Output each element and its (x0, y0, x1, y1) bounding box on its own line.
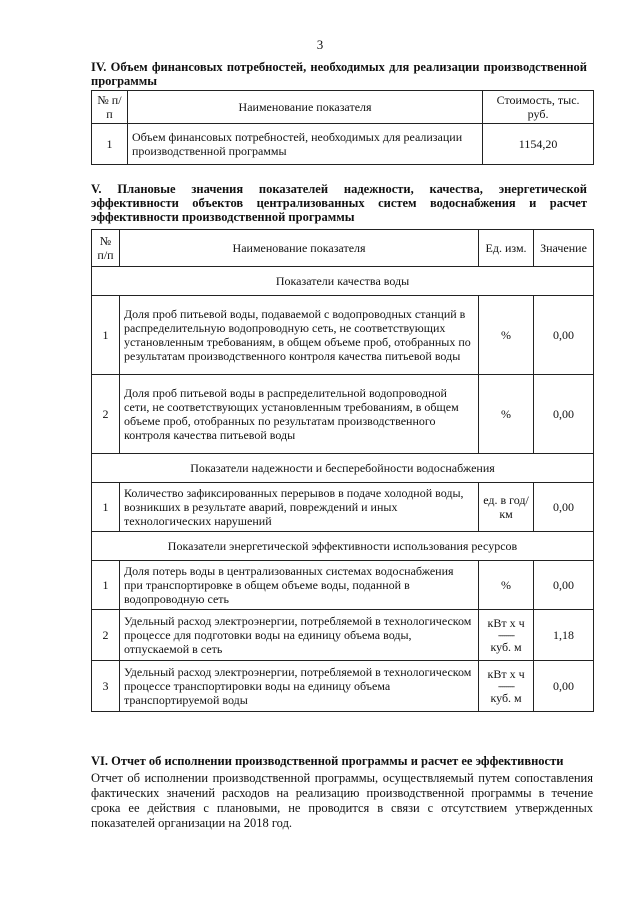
row-unit: % (479, 561, 534, 610)
section-6-text: Отчет об исполнении производственной программы, осуществляемый путем сопоставления фактических значений расходов на реализацию производственной программы в течение срока ее действия с плановыми, не проводится в связи с отсутствием утвержденных показателей организации на 2018 год. (91, 771, 593, 830)
header-unit: Ед. изм. (479, 230, 534, 267)
unit-denominator: куб. м (490, 640, 522, 654)
indicators-table (91, 229, 594, 712)
unit-fraction-line: -------- (498, 630, 515, 640)
group-row (92, 454, 594, 483)
group-row (92, 532, 594, 561)
row-unit: ед. в год/км (479, 483, 534, 532)
table-row (92, 483, 594, 532)
row-num: 1 (92, 296, 120, 375)
row-cost: 1154,20 (483, 124, 594, 165)
group-title: Показатели качества воды (92, 267, 594, 296)
header-name: Наименование показателя (127, 91, 482, 124)
row-name: Удельный расход электроэнергии, потребляемой в технологическом процессе для подготовки воды на единицу объема воды, отпускаемой в сеть (119, 610, 478, 661)
section-6-title: VI. Отчет об исполнении производственной программы и расчет ее эффективности (91, 754, 564, 768)
row-value: 0,00 (534, 561, 594, 610)
table-row (92, 561, 594, 610)
row-value: 0,00 (534, 661, 594, 712)
header-num: № п/п (92, 91, 128, 124)
row-unit: % (479, 296, 534, 375)
row-num: 1 (92, 561, 120, 610)
row-unit (479, 661, 534, 712)
section-4-title: IV. Объем финансовых потребностей, необходимых для реализации производственной программы (91, 60, 587, 88)
row-num: 1 (92, 483, 120, 532)
group-title: Показатели надежности и бесперебойности водоснабжения (92, 454, 594, 483)
unit-numerator: кВт х ч (487, 667, 525, 681)
unit-denominator: куб. м (490, 691, 522, 705)
row-value: 0,00 (534, 296, 594, 375)
row-name: Объем финансовых потребностей, необходимых для реализации производственной программы (127, 124, 482, 165)
header-value: Значение (534, 230, 594, 267)
row-name: Доля проб питьевой воды в распределительной водопроводной сети, не соответствующих установленным требованиям, в общем объеме проб, отобранных по результатам производственного контроля качества питьевой воды (119, 375, 478, 454)
page-number: 3 (316, 37, 324, 52)
row-num: 2 (92, 610, 120, 661)
row-name: Количество зафиксированных перерывов в подаче холодной воды, возникших в результате аварий, повреждений и иных технологических нарушений (119, 483, 478, 532)
table-header-row (92, 230, 594, 267)
row-name: Доля проб питьевой воды, подаваемой с водопроводных станций в распределительную водопроводную сеть, не соответствующих установленным требованиям, в общем объеме проб, отобранных по результатам производственного контроля качества питьевой воды (119, 296, 478, 375)
group-title: Показатели энергетической эффективности использования ресурсов (92, 532, 594, 561)
row-num: 1 (92, 124, 128, 165)
table-row (92, 296, 594, 375)
unit-numerator: кВт х ч (487, 616, 525, 630)
row-unit: % (479, 375, 534, 454)
header-num: № п/п (92, 230, 120, 267)
row-unit (479, 610, 534, 661)
row-value: 1,18 (534, 610, 594, 661)
header-cost: Стоимость, тыс. руб. (483, 91, 594, 124)
table-row (92, 375, 594, 454)
table-row (92, 124, 594, 165)
row-value: 0,00 (534, 483, 594, 532)
financial-needs-table (91, 90, 594, 165)
row-name: Удельный расход электроэнергии, потребляемой в технологическом процессе транспортировки воды на единицу объема транспортируемой воды (119, 661, 478, 712)
table-row (92, 661, 594, 712)
header-name: Наименование показателя (119, 230, 478, 267)
group-row (92, 267, 594, 296)
unit-fraction-line: -------- (498, 681, 515, 691)
row-num: 3 (92, 661, 120, 712)
table-header-row (92, 91, 594, 124)
section-5-title: V. Плановые значения показателей надежности, качества, энергетической эффективности объектов централизованных систем водоснабжения и расчет эффективности производственной программы (91, 182, 587, 224)
row-name: Доля потерь воды в централизованных системах водоснабжения при транспортировке в общем объеме воды, поданной в водопроводную сеть (119, 561, 478, 610)
row-num: 2 (92, 375, 120, 454)
row-value: 0,00 (534, 375, 594, 454)
table-row (92, 610, 594, 661)
